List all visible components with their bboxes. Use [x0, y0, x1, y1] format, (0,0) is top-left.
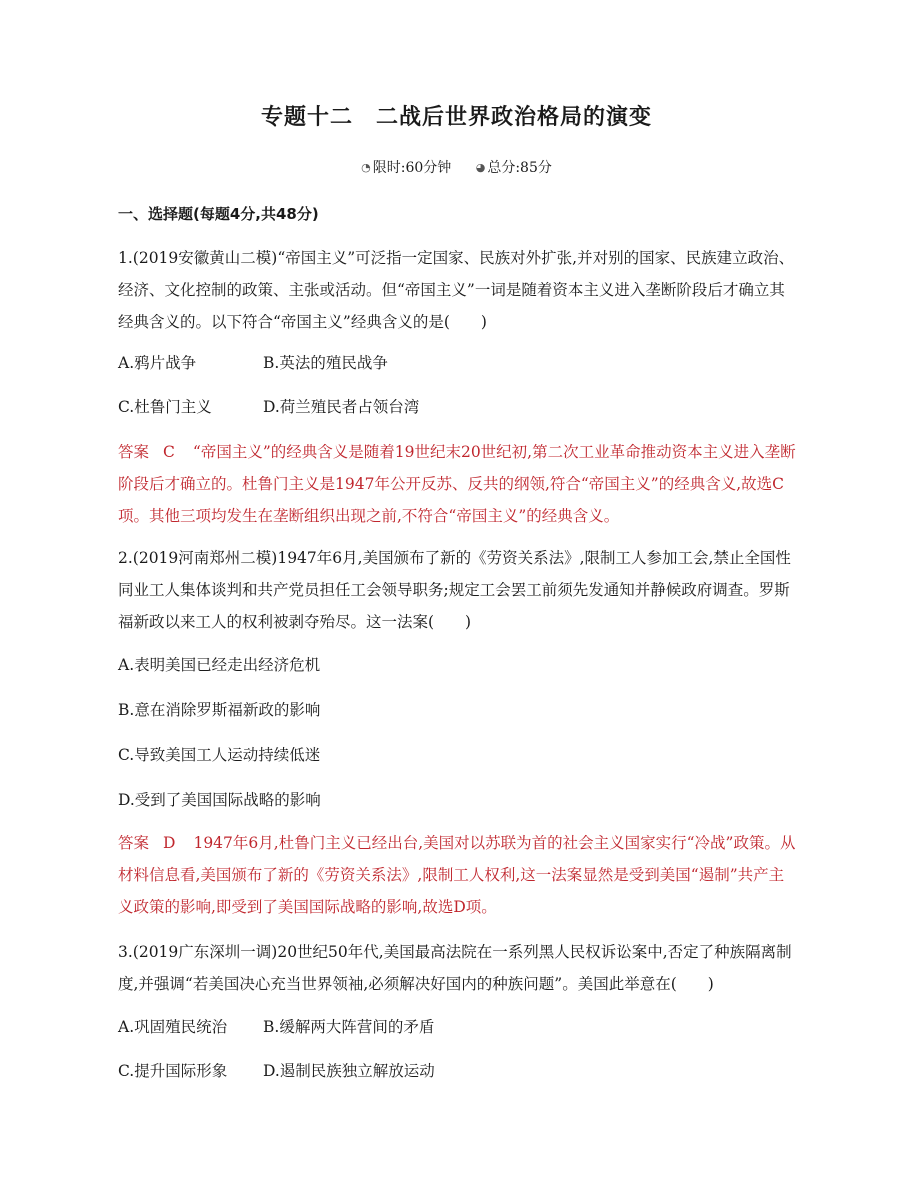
question-1-option-a: A.鸦片战争	[118, 354, 197, 372]
question-1-answer	[118, 436, 798, 532]
exam-meta	[0, 157, 913, 177]
question-3-option-b: B.缓解两大阵营间的矛盾	[263, 1018, 435, 1036]
question-3-option-d: D.遏制民族独立解放运动	[263, 1062, 435, 1080]
total-score-label: 总分:85分	[487, 160, 552, 176]
question-1-option-b: B.英法的殖民战争	[263, 354, 388, 372]
question-3-option-c: C.提升国际形象	[118, 1062, 228, 1080]
question-2-option-a: A.表明美国已经走出经济危机	[118, 656, 321, 674]
question-2-option-d: D.受到了美国国际战略的影响	[118, 791, 321, 809]
score-icon: ◕	[475, 161, 486, 174]
question-1-stem: 1.(2019安徽黄山二模)“帝国主义”可泛指一定国家、民族对外扩张,并对别的国家、民族建立政治、经济、文化控制的政策、主张或活动。但“帝国主义”一词是随着资本主义进入垄断阶段后才确立其经典含义的。以下符合“帝国主义”经典含义的是( )	[118, 249, 795, 331]
clock-icon: ◔	[361, 161, 371, 174]
time-limit	[361, 157, 451, 177]
time-limit-label: 限时:60分钟	[372, 160, 452, 176]
question-1-option-c: C.杜鲁门主义	[118, 398, 212, 416]
question-2-option-b: B.意在消除罗斯福新政的影响	[118, 701, 321, 719]
answer-tag: 答案	[118, 834, 150, 852]
section-heading: 一、选择题(每题4分,共48分)	[118, 205, 319, 223]
answer-letter: D	[163, 834, 176, 852]
question-3-option-a: A.巩固殖民统治	[118, 1018, 228, 1036]
answer-explanation: 1947年6月,杜鲁门主义已经出台,美国对以苏联为首的社会主义国家实行“冷战”政策。从材料信息看,美国颁布了新的《劳资关系法》,限制工人权利,这一法案显然是受到美国“遏制”共产主义政策的影响,即受到了美国国际战略的影响,故选D项。	[118, 834, 796, 916]
page-title: 专题十二 二战后世界政治格局的演变	[260, 105, 652, 130]
question-2-option-c: C.导致美国工人运动持续低迷	[118, 746, 321, 764]
question-3-stem: 3.(2019广东深圳一调)20世纪50年代,美国最高法院在一系列黑人民权诉讼案中,否定了种族隔离制度,并强调“若美国决心充当世界领袖,必须解决好国内的种族问题”。美国此举意在( )	[118, 943, 792, 993]
question-2-answer	[118, 827, 798, 923]
answer-letter: C	[163, 443, 175, 461]
answer-tag: 答案	[118, 443, 150, 461]
total-score	[476, 157, 552, 177]
question-2-stem: 2.(2019河南郑州二模)1947年6月,美国颁布了新的《劳资关系法》,限制工人参加工会,禁止全国性同业工人集体谈判和共产党员担任工会领导职务;规定工会罢工前须先发通知并静候政府调查。罗斯福新政以来工人的权利被剥夺殆尽。这一法案( )	[118, 549, 791, 631]
question-1-option-d: D.荷兰殖民者占领台湾	[263, 398, 420, 416]
answer-explanation: “帝国主义”的经典含义是随着19世纪末20世纪初,第二次工业革命推动资本主义进入垄断阶段后才确立的。杜鲁门主义是1947年公开反苏、反共的纲领,符合“帝国主义”的经典含义,故选C项。其他三项均发生在垄断组织出现之前,不符合“帝国主义”的经典含义。	[118, 443, 796, 525]
